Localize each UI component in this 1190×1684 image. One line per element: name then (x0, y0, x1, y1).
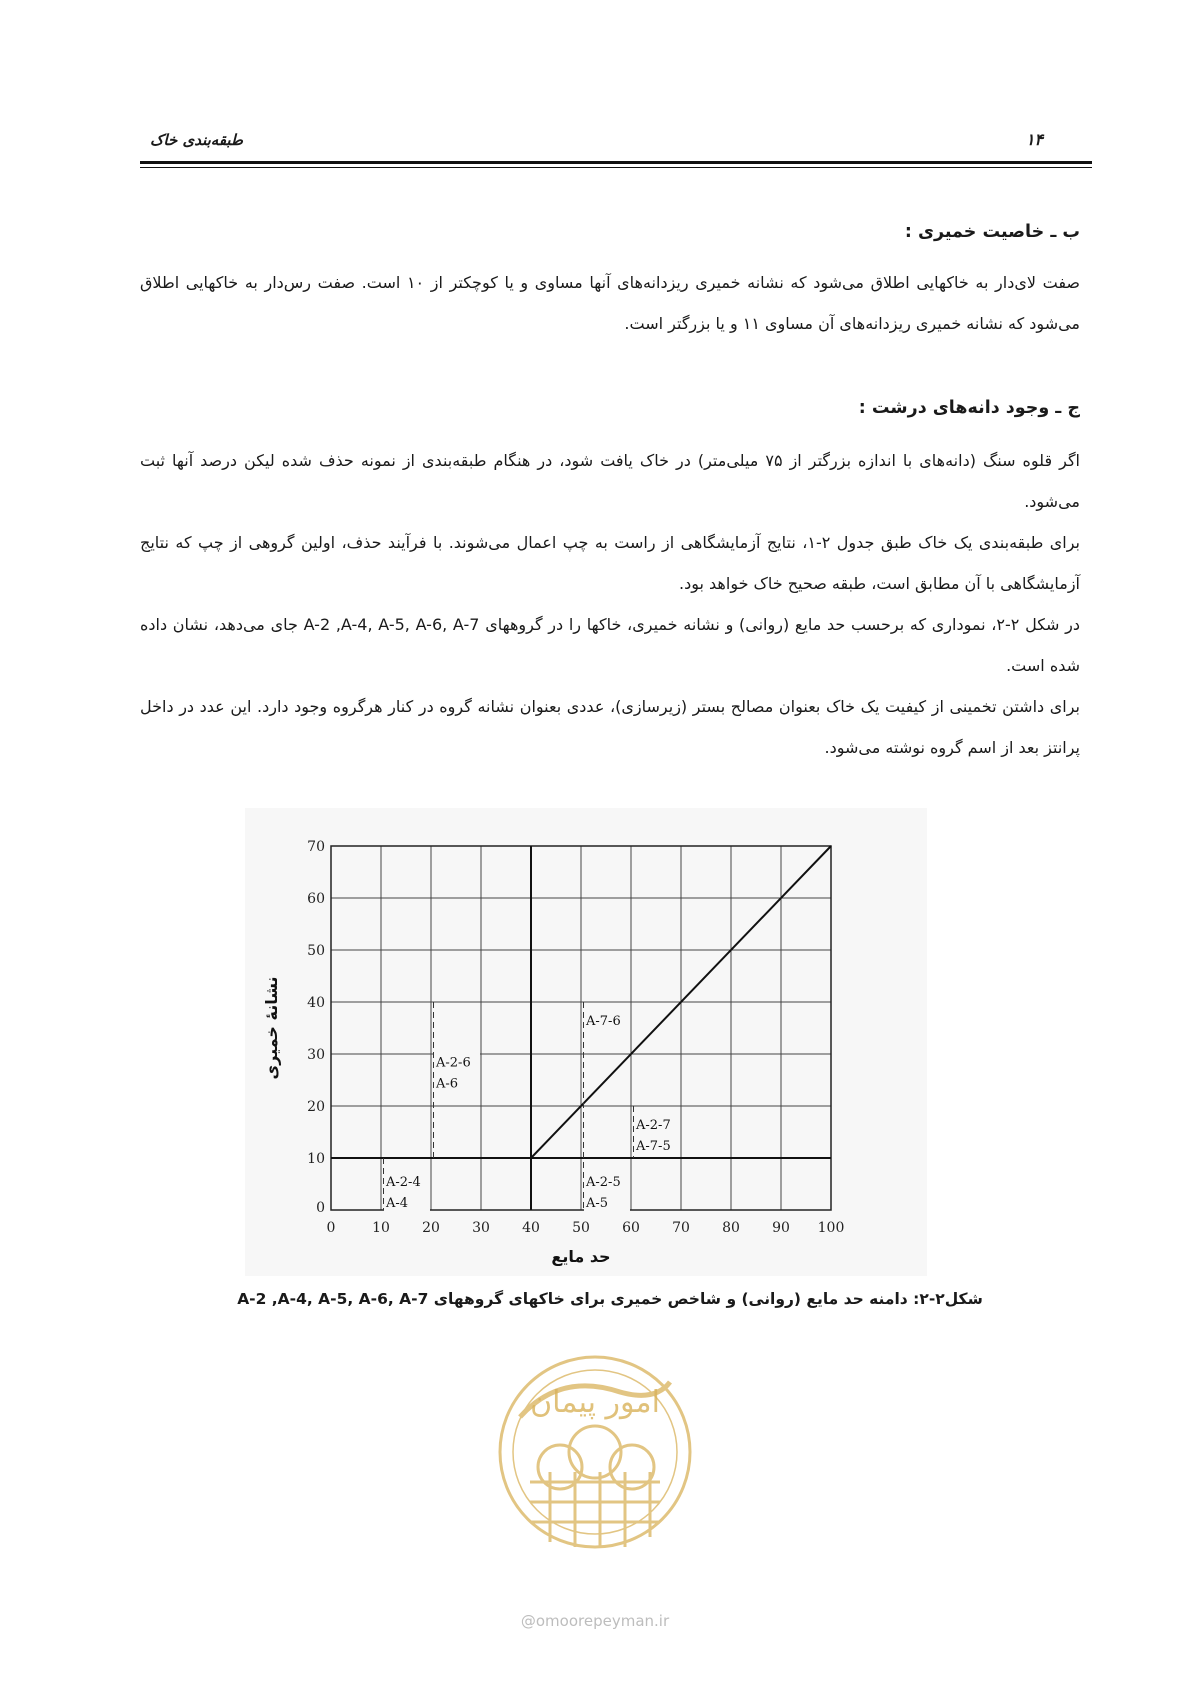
region-label: A-2-5 (586, 1175, 621, 1191)
y-tick-label: 20 (307, 1099, 325, 1115)
region-label: A-2-6 (436, 1055, 471, 1071)
heading-text: ب ـ خاصیت خمیری : (904, 222, 1080, 242)
x-tick-label: 40 (522, 1220, 540, 1236)
region-label: A-6 (436, 1076, 459, 1092)
y-tick-label: 30 (307, 1047, 325, 1063)
y-tick-label: 70 (307, 839, 325, 855)
section-body-b (140, 262, 1080, 344)
region-label: A-7-5 (636, 1139, 671, 1154)
x-tick-label: 70 (672, 1220, 690, 1236)
x-tick-label: 80 (722, 1220, 740, 1236)
x-tick-label: 50 (572, 1220, 590, 1236)
figure-caption: شکل۲-۲: دامنه حد مایع (روانی) و شاخص خمیری برای خاکهای گروههای A-2 ,A-4, A-5, A-6, A-7 (237, 1290, 983, 1308)
section-heading-b (140, 212, 1080, 253)
page-number: ۱۴ (1025, 130, 1043, 149)
section-body-c (140, 440, 1080, 768)
figure (245, 808, 927, 1276)
x-tick-label: 100 (817, 1220, 845, 1236)
watermark-logo-text: امور پیمان (530, 1385, 660, 1420)
x-tick-label: 60 (622, 1220, 640, 1236)
heading-text: ج ـ وجود دانه‌های درشت : (858, 398, 1080, 418)
x-axis-label: حد مایع (551, 1247, 611, 1266)
y-tick-label: 40 (307, 995, 325, 1011)
paragraph: برای طبقه‌بندی یک خاک طبق جدول ۲-۱، نتایج آزمایشگاهی از راست به چپ اعمال می‌شوند. با فرآیند حذف، اولین گروهی از چپ که نتایج آزمایشگاهی با آن مطابق است، طبقه صحیح خاک خواهد بود. (140, 533, 1081, 593)
plasticity-chart (245, 808, 927, 1276)
x-tick-label: 30 (472, 1220, 490, 1236)
paragraph: اگر قلوه سنگ (دانه‌های با اندازه بزرگتر از ۷۵ میلی‌متر) در خاک یافت شود، در هنگام طبقه‌بندی از نمونه حذف شده لیکن درصد آنها ثبت می‌شود. (140, 451, 1081, 511)
y-tick-label: 60 (307, 891, 325, 907)
x-tick-label: 20 (422, 1220, 440, 1236)
x-tick-label: 10 (372, 1220, 390, 1236)
section-heading-c (140, 388, 1080, 429)
region-label: A-7-6 (586, 1014, 621, 1029)
x-tick-label: 0 (326, 1220, 336, 1236)
region-label: A-4 (386, 1196, 409, 1212)
running-header-title: طبقه‌بندی خاک (150, 131, 243, 149)
x-tick-label: 90 (772, 1220, 790, 1236)
region-label: A-2-4 (386, 1175, 421, 1191)
paragraph: برای داشتن تخمینی از کیفیت یک خاک بعنوان مصالح بستر (زیرسازی)، عددی بعنوان نشانه گروه در کنار هرگروه وجود دارد. این عدد در داخل پرانتز بعد از اسم گروه نوشته می‌شود. (140, 697, 1080, 757)
header-rule-thick (140, 161, 1092, 164)
watermark-site: @omoorepeyman.ir (520, 1612, 670, 1630)
y-tick-label: 50 (307, 943, 325, 959)
paragraph: صفت لای‌دار به خاکهایی اطلاق می‌شود که نشانه خمیری ریزدانه‌های آنها مساوی و یا کوچکتر از ۱۰ است. صفت رس‌دار به خاکهایی اطلاق می‌شود که نشانه خمیری ریزدانه‌های آن مساوی ۱۱ و یا بزرگتر است. (140, 273, 1080, 333)
region-label: A-5 (586, 1196, 609, 1212)
y-tick-label: 0 (316, 1200, 325, 1216)
y-axis-label: نشانهٔ خمیری (262, 976, 281, 1080)
watermark-logo (490, 1342, 700, 1572)
header-rule-thin (140, 167, 1092, 168)
region-label: A-2-7 (636, 1118, 671, 1133)
y-tick-label: 10 (307, 1151, 325, 1167)
paragraph: در شکل ۲-۲، نموداری که برحسب حد مایع (روانی) و نشانه خمیری، خاکها را در گروههای A-2 ,A-4, A-5, A-6, A-7 جای می‌دهد، نشان داده شده است. (140, 615, 1081, 675)
